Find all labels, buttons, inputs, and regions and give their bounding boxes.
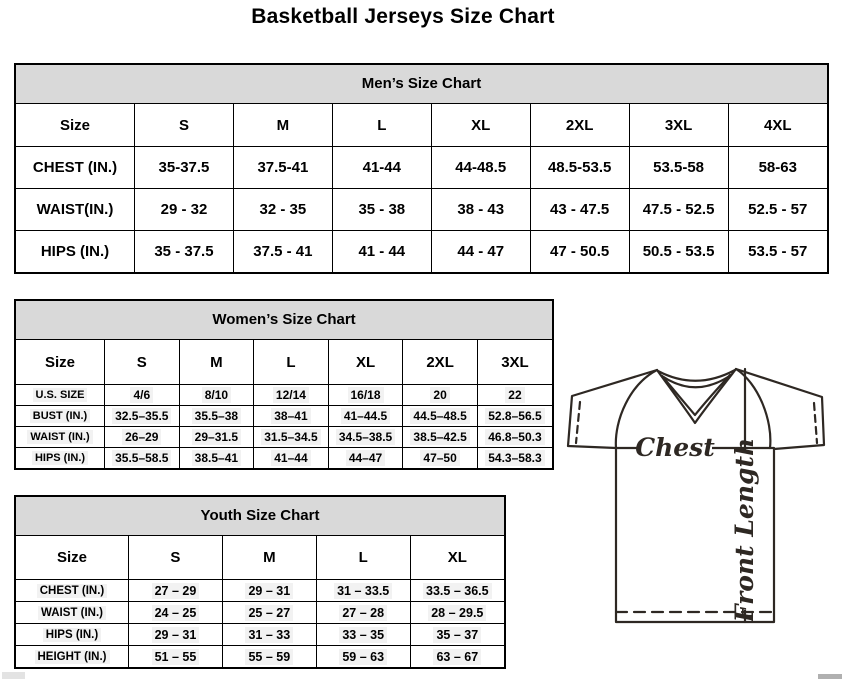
table-cell: 12/14 bbox=[254, 385, 329, 406]
row-header: WAIST(IN.) bbox=[16, 189, 135, 231]
table-cell: 35 – 37 bbox=[410, 624, 504, 646]
table-cell: 52.8–56.5 bbox=[477, 406, 552, 427]
jersey-vneck-outer bbox=[657, 369, 736, 423]
table-row bbox=[16, 147, 827, 189]
front-length-label: Front Length bbox=[730, 437, 759, 623]
row-header: BUST (IN.) bbox=[16, 406, 105, 427]
table-cell: 29 – 31 bbox=[222, 580, 316, 602]
column-header: 2XL bbox=[403, 340, 478, 385]
column-header: Size bbox=[16, 104, 135, 147]
row-header: CHEST (IN.) bbox=[16, 580, 129, 602]
table-cell: 22 bbox=[477, 385, 552, 406]
youth-size-chart-section bbox=[14, 495, 506, 669]
header-row bbox=[16, 536, 504, 580]
row-header: HIPS (IN.) bbox=[16, 624, 129, 646]
table-row bbox=[16, 385, 552, 406]
table-cell: 31.5–34.5 bbox=[254, 427, 329, 448]
table-cell: 4/6 bbox=[105, 385, 180, 406]
chest-label: Chest bbox=[635, 433, 715, 462]
table-cell: 50.5 - 53.5 bbox=[629, 231, 728, 273]
table-cell: 41–44.5 bbox=[328, 406, 403, 427]
table-cell: 29 - 32 bbox=[135, 189, 234, 231]
table-cell: 44-48.5 bbox=[431, 147, 530, 189]
table-cell: 53.5 - 57 bbox=[728, 231, 827, 273]
column-header: L bbox=[316, 536, 410, 580]
column-header: 4XL bbox=[728, 104, 827, 147]
column-header: L bbox=[332, 104, 431, 147]
table-cell: 29–31.5 bbox=[179, 427, 254, 448]
column-header: XL bbox=[410, 536, 504, 580]
cuff-dashed-line-left bbox=[576, 402, 580, 443]
table-cell: 38–41 bbox=[254, 406, 329, 427]
table-row bbox=[16, 624, 504, 646]
table-cell: 35 - 37.5 bbox=[135, 231, 234, 273]
table-cell: 51 – 55 bbox=[129, 646, 223, 668]
column-header: S bbox=[105, 340, 180, 385]
table-cell: 31 – 33 bbox=[222, 624, 316, 646]
column-header: 3XL bbox=[477, 340, 552, 385]
column-header: Size bbox=[16, 340, 105, 385]
table-cell: 41-44 bbox=[332, 147, 431, 189]
table-cell: 47–50 bbox=[403, 448, 478, 469]
table-cell: 38 - 43 bbox=[431, 189, 530, 231]
table-cell: 44–47 bbox=[328, 448, 403, 469]
table-cell: 26–29 bbox=[105, 427, 180, 448]
table-cell: 31 – 33.5 bbox=[316, 580, 410, 602]
row-header: WAIST (IN.) bbox=[16, 427, 105, 448]
table-cell: 41–44 bbox=[254, 448, 329, 469]
scrollbar-fragment-right bbox=[818, 674, 842, 679]
table-cell: 55 – 59 bbox=[222, 646, 316, 668]
youth-chart-title: Youth Size Chart bbox=[16, 497, 504, 536]
table-cell: 20 bbox=[403, 385, 478, 406]
table-row bbox=[16, 231, 827, 273]
table-cell: 35 - 38 bbox=[332, 189, 431, 231]
column-header: XL bbox=[328, 340, 403, 385]
row-header: U.S. SIZE bbox=[16, 385, 105, 406]
table-cell: 37.5 - 41 bbox=[233, 231, 332, 273]
page-title: Basketball Jerseys Size Chart bbox=[251, 5, 555, 28]
column-header: M bbox=[222, 536, 316, 580]
youth-size-table bbox=[16, 536, 504, 667]
table-cell: 43 - 47.5 bbox=[530, 189, 629, 231]
column-header: XL bbox=[431, 104, 530, 147]
womens-chart-title: Women’s Size Chart bbox=[16, 301, 552, 340]
mens-size-chart-section bbox=[14, 63, 829, 274]
table-row bbox=[16, 646, 504, 668]
row-header: HIPS (IN.) bbox=[16, 448, 105, 469]
womens-size-table bbox=[16, 340, 552, 468]
header-row bbox=[16, 104, 827, 147]
table-cell: 52.5 - 57 bbox=[728, 189, 827, 231]
column-header: L bbox=[254, 340, 329, 385]
table-cell: 35-37.5 bbox=[135, 147, 234, 189]
column-header: S bbox=[129, 536, 223, 580]
header-row bbox=[16, 340, 552, 385]
table-cell: 47 - 50.5 bbox=[530, 231, 629, 273]
table-cell: 63 – 67 bbox=[410, 646, 504, 668]
table-cell: 59 – 63 bbox=[316, 646, 410, 668]
column-header: M bbox=[233, 104, 332, 147]
table-cell: 41 - 44 bbox=[332, 231, 431, 273]
table-cell: 32 - 35 bbox=[233, 189, 332, 231]
table-cell: 28 – 29.5 bbox=[410, 602, 504, 624]
scrollbar-fragment-left bbox=[2, 672, 25, 679]
table-cell: 44 - 47 bbox=[431, 231, 530, 273]
row-header: HIPS (IN.) bbox=[16, 231, 135, 273]
table-cell: 24 – 25 bbox=[129, 602, 223, 624]
table-cell: 35.5–58.5 bbox=[105, 448, 180, 469]
jersey-measurement-diagram bbox=[556, 358, 840, 630]
table-row bbox=[16, 602, 504, 624]
mens-chart-title: Men’s Size Chart bbox=[16, 65, 827, 104]
column-header: 3XL bbox=[629, 104, 728, 147]
table-cell: 16/18 bbox=[328, 385, 403, 406]
table-cell: 25 – 27 bbox=[222, 602, 316, 624]
table-cell: 29 – 31 bbox=[129, 624, 223, 646]
table-cell: 44.5–48.5 bbox=[403, 406, 478, 427]
table-cell: 27 – 28 bbox=[316, 602, 410, 624]
row-header: WAIST (IN.) bbox=[16, 602, 129, 624]
table-cell: 53.5-58 bbox=[629, 147, 728, 189]
table-cell: 32.5–35.5 bbox=[105, 406, 180, 427]
row-header: CHEST (IN.) bbox=[16, 147, 135, 189]
table-row bbox=[16, 427, 552, 448]
table-cell: 47.5 - 52.5 bbox=[629, 189, 728, 231]
table-cell: 48.5-53.5 bbox=[530, 147, 629, 189]
column-header: Size bbox=[16, 536, 129, 580]
table-cell: 54.3–58.3 bbox=[477, 448, 552, 469]
table-cell: 34.5–38.5 bbox=[328, 427, 403, 448]
row-header: HEIGHT (IN.) bbox=[16, 646, 129, 668]
table-cell: 27 – 29 bbox=[129, 580, 223, 602]
table-row bbox=[16, 406, 552, 427]
table-row bbox=[16, 189, 827, 231]
table-cell: 37.5-41 bbox=[233, 147, 332, 189]
column-header: M bbox=[179, 340, 254, 385]
jersey-right-seam bbox=[736, 369, 770, 448]
table-cell: 46.8–50.3 bbox=[477, 427, 552, 448]
cuff-dashed-line-right bbox=[814, 403, 817, 443]
column-header: S bbox=[135, 104, 234, 147]
table-cell: 8/10 bbox=[179, 385, 254, 406]
table-row bbox=[16, 580, 504, 602]
mens-size-table bbox=[16, 104, 827, 272]
table-cell: 38.5–41 bbox=[179, 448, 254, 469]
table-cell: 33.5 – 36.5 bbox=[410, 580, 504, 602]
jersey-outline bbox=[568, 369, 824, 622]
column-header: 2XL bbox=[530, 104, 629, 147]
table-cell: 58-63 bbox=[728, 147, 827, 189]
table-cell: 38.5–42.5 bbox=[403, 427, 478, 448]
table-row bbox=[16, 448, 552, 469]
womens-size-chart-section bbox=[14, 299, 554, 470]
table-cell: 35.5–38 bbox=[179, 406, 254, 427]
table-cell: 33 – 35 bbox=[316, 624, 410, 646]
